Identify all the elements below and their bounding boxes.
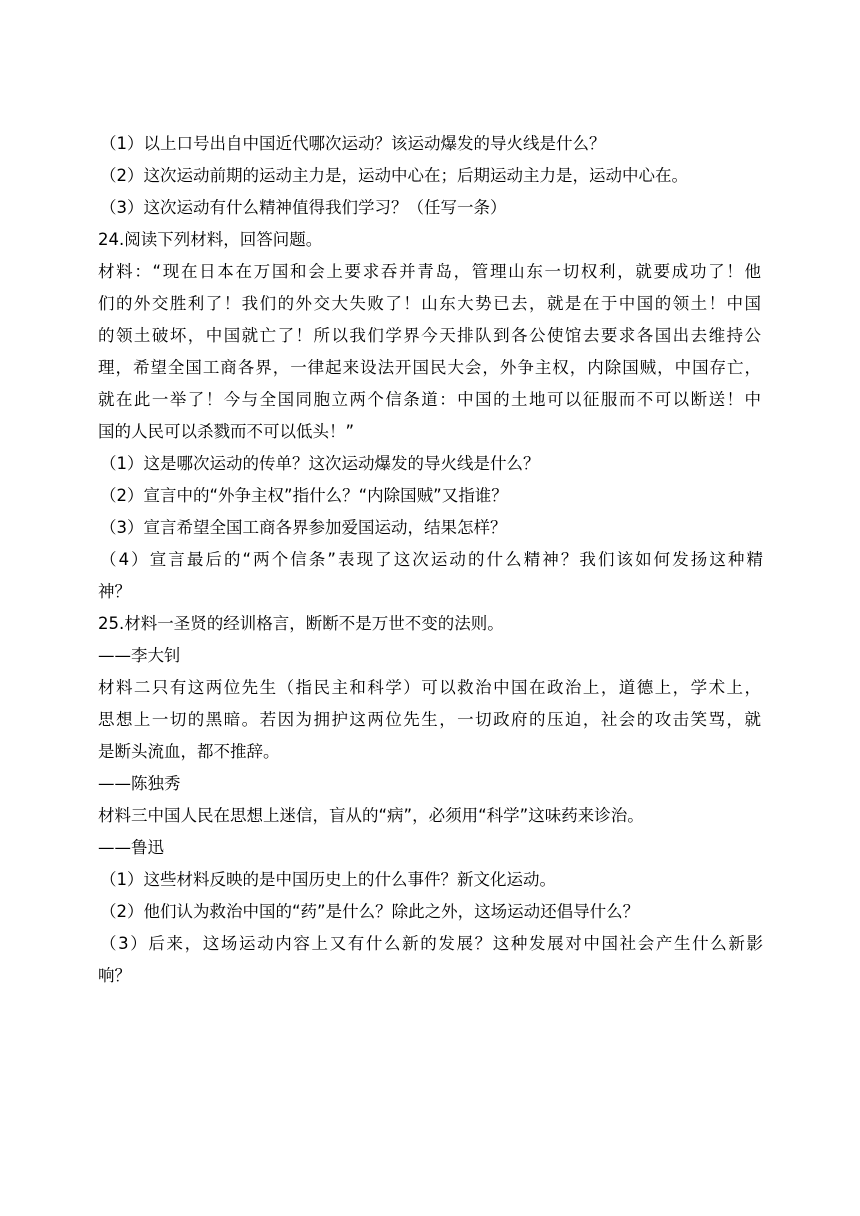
- q25-material-2-line: 思想上一切的黑暗。若因为拥护这两位先生，一切政府的压迫，社会的攻击笑骂，就: [98, 710, 761, 729]
- q25-sub1: （1）这些材料反映的是中国历史上的什么事件？新文化运动。: [100, 870, 556, 889]
- q24-material-line: 理，希望全国工商各界，一律起来设法开国民大会，外争主权，内除国贼，中国存亡，: [98, 358, 761, 377]
- q25-attribution-3: ——鲁迅: [98, 838, 164, 857]
- q24-sub4-cont: 神？: [98, 582, 131, 601]
- q25-material-2-line: 是断头流血，都不推辞。: [98, 742, 280, 761]
- q24-sub2: （2）宣言中的“外争主权”指什么？“内除国贼”又指谁？: [100, 486, 508, 505]
- q25-material-2-line: 材料二只有这两位先生（指民主和科学）可以救治中国在政治上，道德上，学术上，: [98, 678, 761, 697]
- q24-material-line: 国的人民可以杀戮而不可以低头！”: [98, 422, 355, 441]
- q24-material-line: 材料：“现在日本在万国和会上要求吞并青岛，管理山东一切权利，就要成功了！他: [98, 262, 761, 281]
- q25-sub2: （2）他们认为救治中国的“药”是什么？除此之外，这场运动还倡导什么？: [100, 902, 640, 921]
- q25-sub3-cont: 响？: [98, 966, 131, 985]
- q25-sub3: （3）后来，这场运动内容上又有什么新的发展？这种发展对中国社会产生什么新影: [100, 934, 763, 953]
- q25-material-3: 材料三中国人民在思想上迷信，盲从的“病”，必须用“科学”这味药来诊治。: [98, 806, 644, 825]
- q24-material-line: 们的外交胜利了！我们的外交大失败了！山东大势已去，就是在于中国的领土！中国: [98, 294, 761, 313]
- q25-heading: 25.材料一圣贤的经训格言，断断不是万世不变的法则。: [98, 614, 504, 633]
- q24-material-line: 的领土破坏，中国就亡了！所以我们学界今天排队到各公使馆去要求各国出去维持公: [98, 326, 761, 345]
- q23-sub2: （2）这次运动前期的运动主力是，运动中心在；后期运动主力是，运动中心在。: [100, 166, 688, 185]
- q25-attribution-1: ——李大钊: [98, 646, 181, 665]
- q24-material-line: 就在此一举了！今与全国同胞立两个信条道：中国的土地可以征服而不可以断送！中: [98, 390, 761, 409]
- q25-attribution-2: ——陈独秀: [98, 774, 181, 793]
- q24-sub1: （1）这是哪次运动的传单？这次运动爆发的导火线是什么？: [100, 454, 540, 473]
- q24-heading: 24.阅读下列材料，回答问题。: [98, 230, 323, 249]
- q23-sub3: （3）这次运动有什么精神值得我们学习？（任写一条）: [100, 198, 507, 217]
- document-body: [98, 128, 763, 992]
- q24-sub4: （4）宣言最后的“两个信条”表现了这次运动的什么精神？我们该如何发扬这种精: [100, 550, 763, 569]
- q23-sub1: （1）以上口号出自中国近代哪次运动？该运动爆发的导火线是什么？: [100, 134, 606, 153]
- q24-sub3: （3）宣言希望全国工商各界参加爱国运动，结果怎样？: [100, 518, 507, 537]
